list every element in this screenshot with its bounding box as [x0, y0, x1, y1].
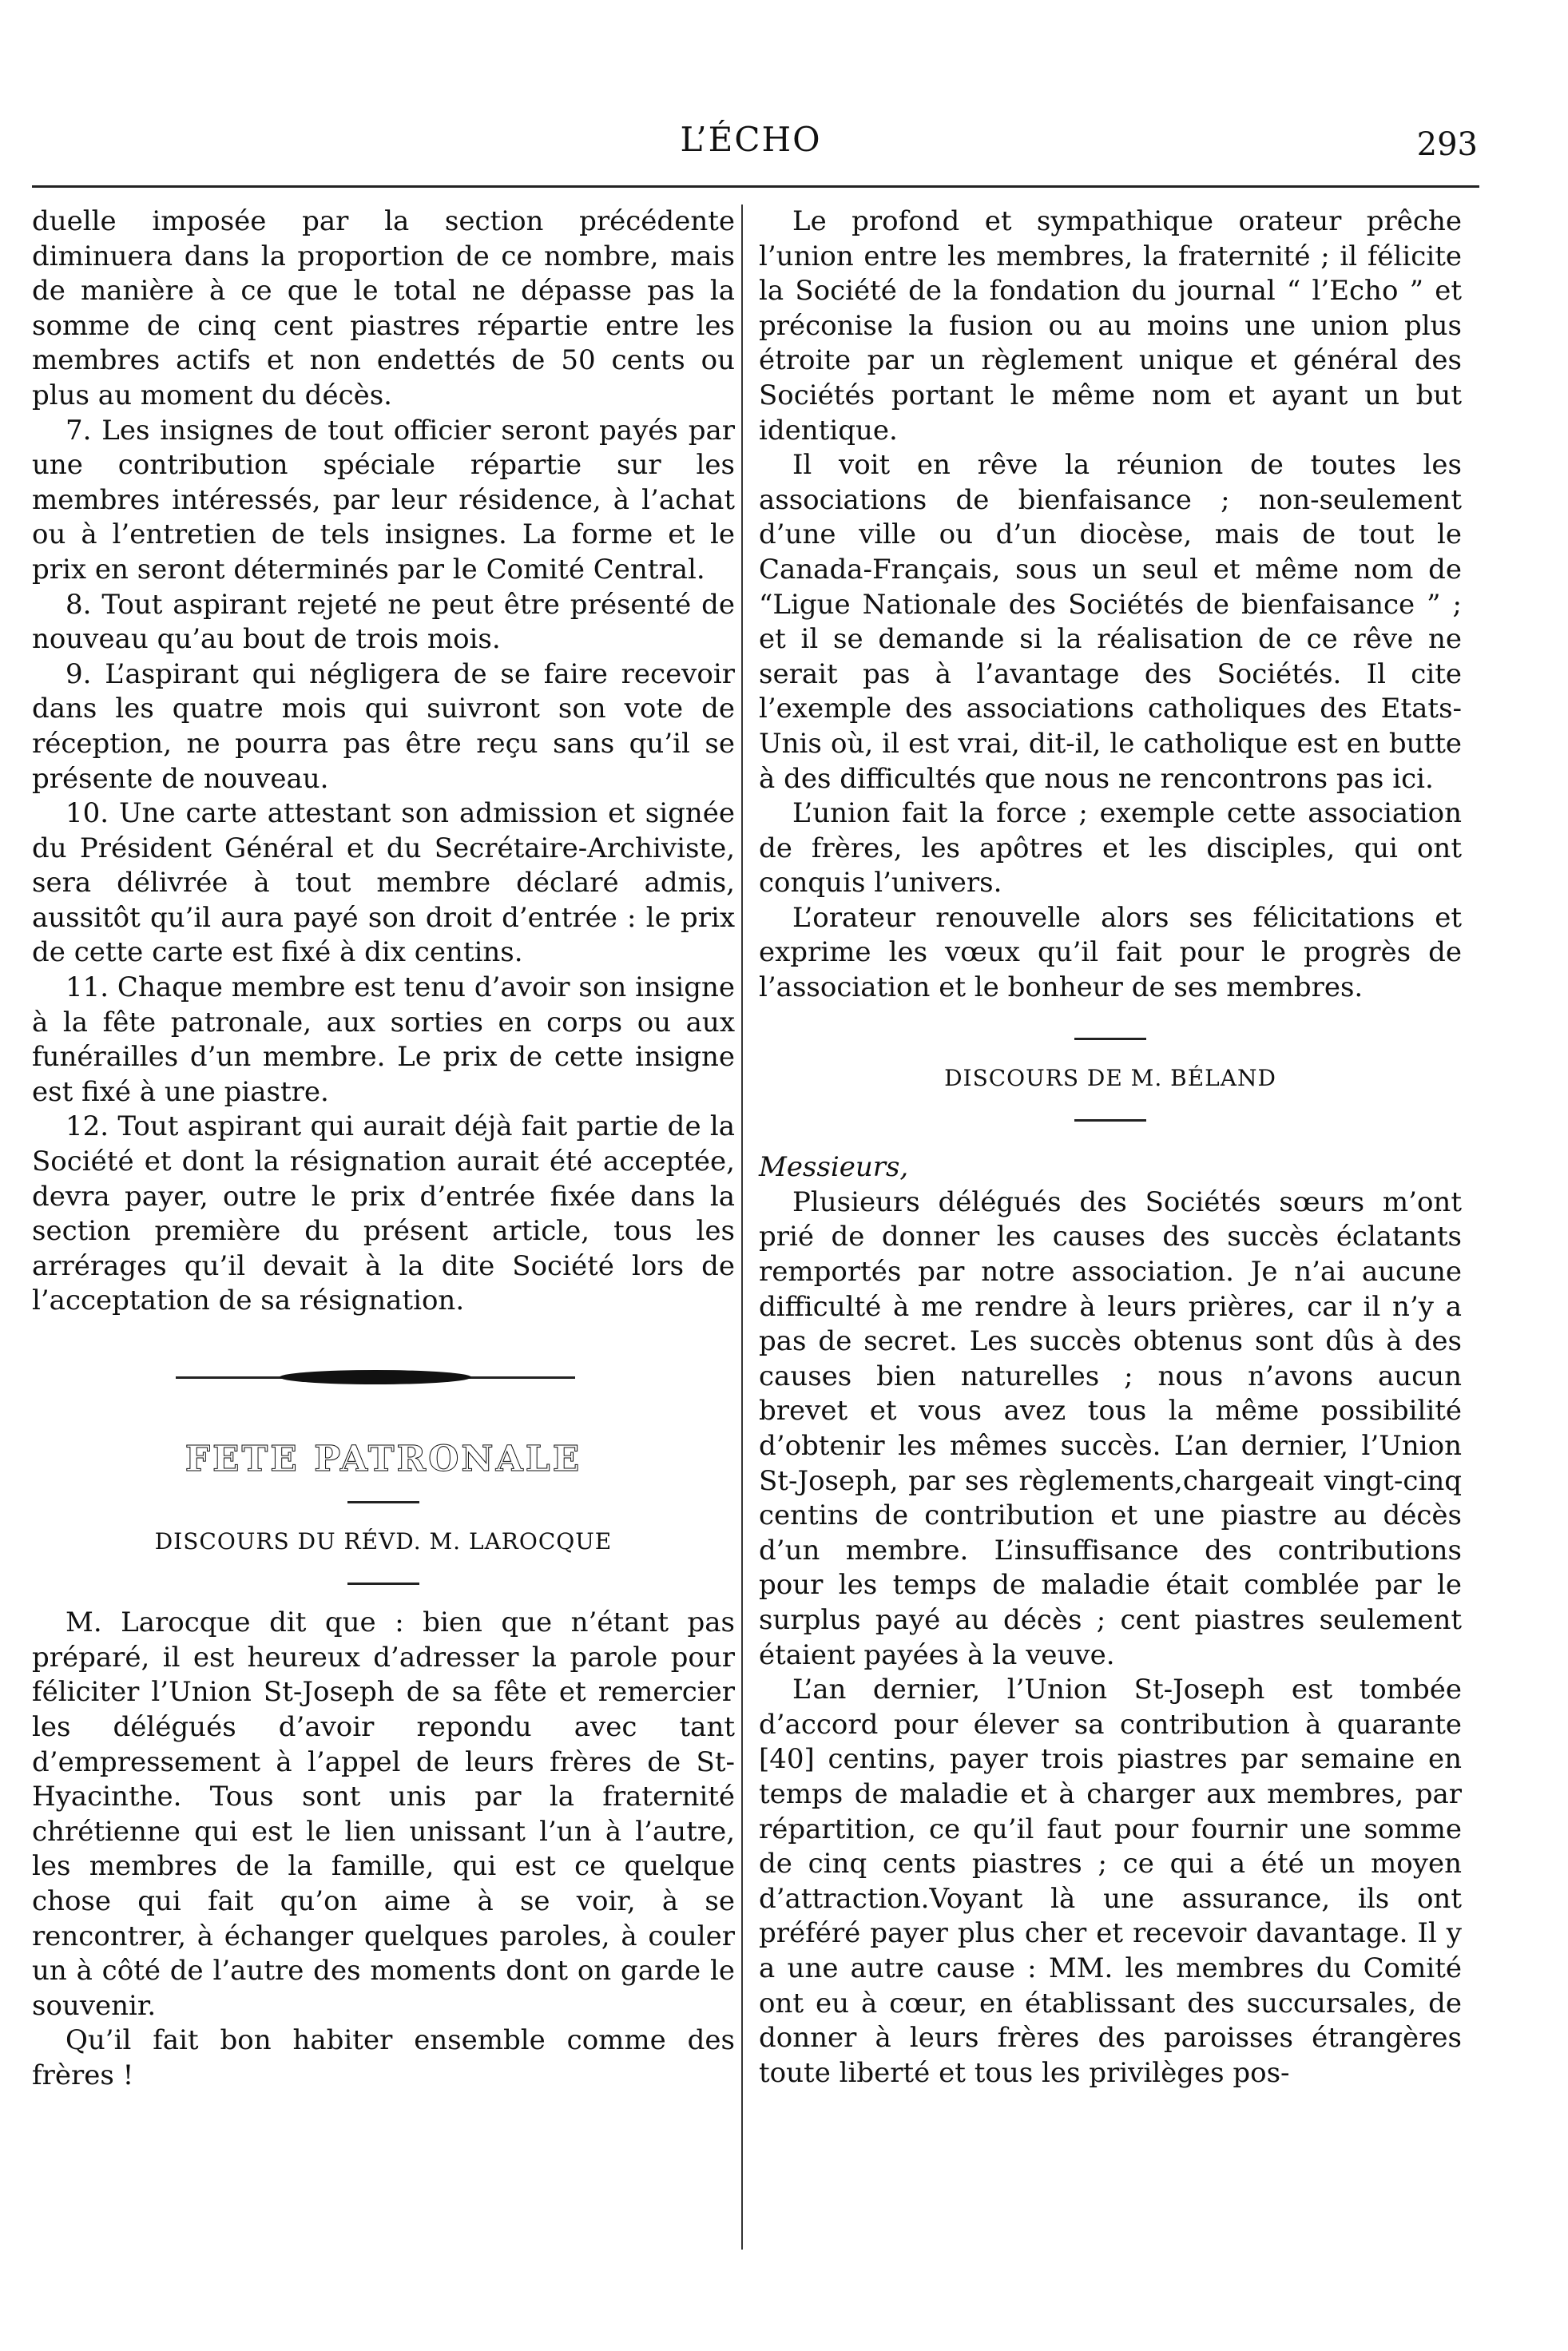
paragraph: L’an dernier, l’Union St-Joseph est tombée d’accord pour élever sa contribution à quarante [40] centins, payer trois piastres par semaine en temps de maladie et à charger aux membres, par répartition, ce qu’il faut pour fournir une somme de cinq cents piastres ; ce qui a été un moyen d’attraction.Voyant là une assurance, ils ont préféré payer plus cher et recevoir davantage. Il y a une autre cause : MM. les membres du Comité ont eu à cœur, en établissant des succursales, de donner à leurs frères des paroisses étrangères toute liberté et tous les privilèges pos-: [759, 1674, 1462, 2089]
speech-heading: DISCOURS DE M. BÉLAND: [944, 1064, 1276, 1091]
short-rule: [1074, 1038, 1146, 1040]
page-number: 293: [1416, 126, 1478, 163]
page-header: [32, 120, 1478, 168]
paragraph: Il voit en rêve la réunion de toutes les associations de bienfaisance ; non-seulement d’une ville ou d’un diocèse, mais de tout le Canada-Français, sous un seul et même nom de “Ligue Nationale des Sociétés de bienfaisance ” ; et il se demande si la réalisation de ce rêve ne serait pas à l’avantage des Sociétés. Il cite l’exemple des associations catholiques des Etats-Unis où, il est vrai, dit-il, le catholique est en butte à des difficultés que nous ne rencontrons pas ici.: [759, 449, 1462, 795]
paragraph: 11. Chaque membre est tenu d’avoir son insigne à la fête patronale, aux sorties en corps ou aux funérailles d’un membre. Le prix de cette insigne est fixé à une piastre.: [32, 971, 735, 1108]
section-title: FETE PATRONALE: [185, 1439, 582, 1479]
paragraph: Le profond et sympathique orateur prêche l’union entre les membres, la fraternité ; il félicite la Société de la fondation du journal “ l’Echo ” et préconise la fusion ou au moins une union plus étroite par un règlement unique et général des Sociétés portant le même nom et ayant un but identique.: [759, 205, 1462, 447]
short-rule: [347, 1501, 419, 1503]
speech-heading: DISCOURS DU RÉVD. M. LAROCQUE: [154, 1527, 613, 1555]
short-rule: [347, 1583, 419, 1585]
paragraph: M. Larocque dit que : bien que n’étant pas préparé, il est heureux d’adresser la parole pour féliciter l’Union St-Joseph de sa fête et remercier les délégués d’avoir repondu avec tant d’empressement à l’appel de leurs frères de St-Hyacinthe. Tous sont unis par la fraternité chrétienne qui est le lien unissant l’un à l’autre, les membres de la famille, qui est ce quelque chose qui fait qu’on aime à se voir, à se rencontrer, à échanger quelques paroles, à couler un à côté de l’autre des moments dont on garde le souvenir.: [32, 1606, 735, 2022]
paragraph: 8. Tout aspirant rejeté ne peut être présenté de nouveau qu’au bout de trois mois.: [32, 588, 735, 656]
paragraph: L’union fait la force ; exemple cette association de frères, les apôtres et les disciples, qui ont conquis l’univers.: [759, 797, 1462, 899]
paragraph: 7. Les insignes de tout officier seront payés par une contribution spéciale répartie sur les membres intéressés, par leur résidence, à l’achat ou à l’entretien de tels insignes. La forme et le prix en seront déterminés par le Comité Central.: [32, 414, 735, 586]
paragraph: L’orateur renouvelle alors ses félicitations et exprime les vœux qu’il fait pour le progrès de l’association et le bonheur de ses membres.: [759, 901, 1462, 1004]
right-column: [759, 205, 1462, 2091]
paragraph: duelle imposée par la section précédente diminuera dans la proportion de ce nombre, mais de manière à ce que le total ne dépasse pas la somme de cinq cent piastres répartie entre les membres actifs et non endettés de 50 cents ou plus au moment du décès.: [32, 205, 735, 411]
header-rule: [32, 185, 1479, 188]
paragraph: 10. Une carte attestant son admission et signée du Président Général et du Secrétaire-Archiviste, sera délivrée à tout membre déclaré admis, aussitôt qu’il aura payé son droit d’entrée : le prix de cette carte est fixé à dix centins.: [32, 797, 735, 969]
salutation: Messieurs,: [759, 1151, 909, 1184]
running-title: L’ÉCHO: [680, 120, 822, 159]
paragraph: Qu’il fait bon habiter ensemble comme des frères !: [32, 2024, 735, 2091]
paragraph: Plusieurs délégués des Sociétés sœurs m’ont prié de donner les causes des succès éclatants remportés par notre association. Je n’ai aucune difficulté à me rendre à leurs prières, car il n’y a pas de secret. Les succès obtenus sont dûs à des causes bien naturelles ; nous n’avons aucun brevet et vous avez tous la même possibilité d’obtenir les mêmes succès. L’an dernier, l’Union St-Joseph, par ses règlements,chargeait vingt-cinq centins de contribution et une piastre au décès d’un membre. L’insuffisance des contributions pour les temps de maladie était comblée par le surplus payé au décès ; cent piastres seulement étaient payées à la veuve.: [759, 1185, 1462, 1671]
paragraph: 9. L’aspirant qui négligera de se faire recevoir dans les quatre mois qui suivront son vote de réception, ne pourra pas être reçu sans qu’il se présente de nouveau.: [32, 657, 735, 795]
left-column: [32, 205, 735, 2094]
ornament-divider: [32, 1362, 735, 1394]
column-divider: [741, 205, 743, 2250]
ornament-center: [280, 1370, 471, 1384]
paragraph: 12. Tout aspirant qui aurait déjà fait partie de la Société et dont la résignation aurait été acceptée, devra payer, outre le prix d’entrée fixée dans la section première du présent article, tous les arrérages qu’il devait à la dite Société lors de l’acceptation de sa résignation.: [32, 1110, 735, 1317]
short-rule: [1074, 1119, 1146, 1122]
